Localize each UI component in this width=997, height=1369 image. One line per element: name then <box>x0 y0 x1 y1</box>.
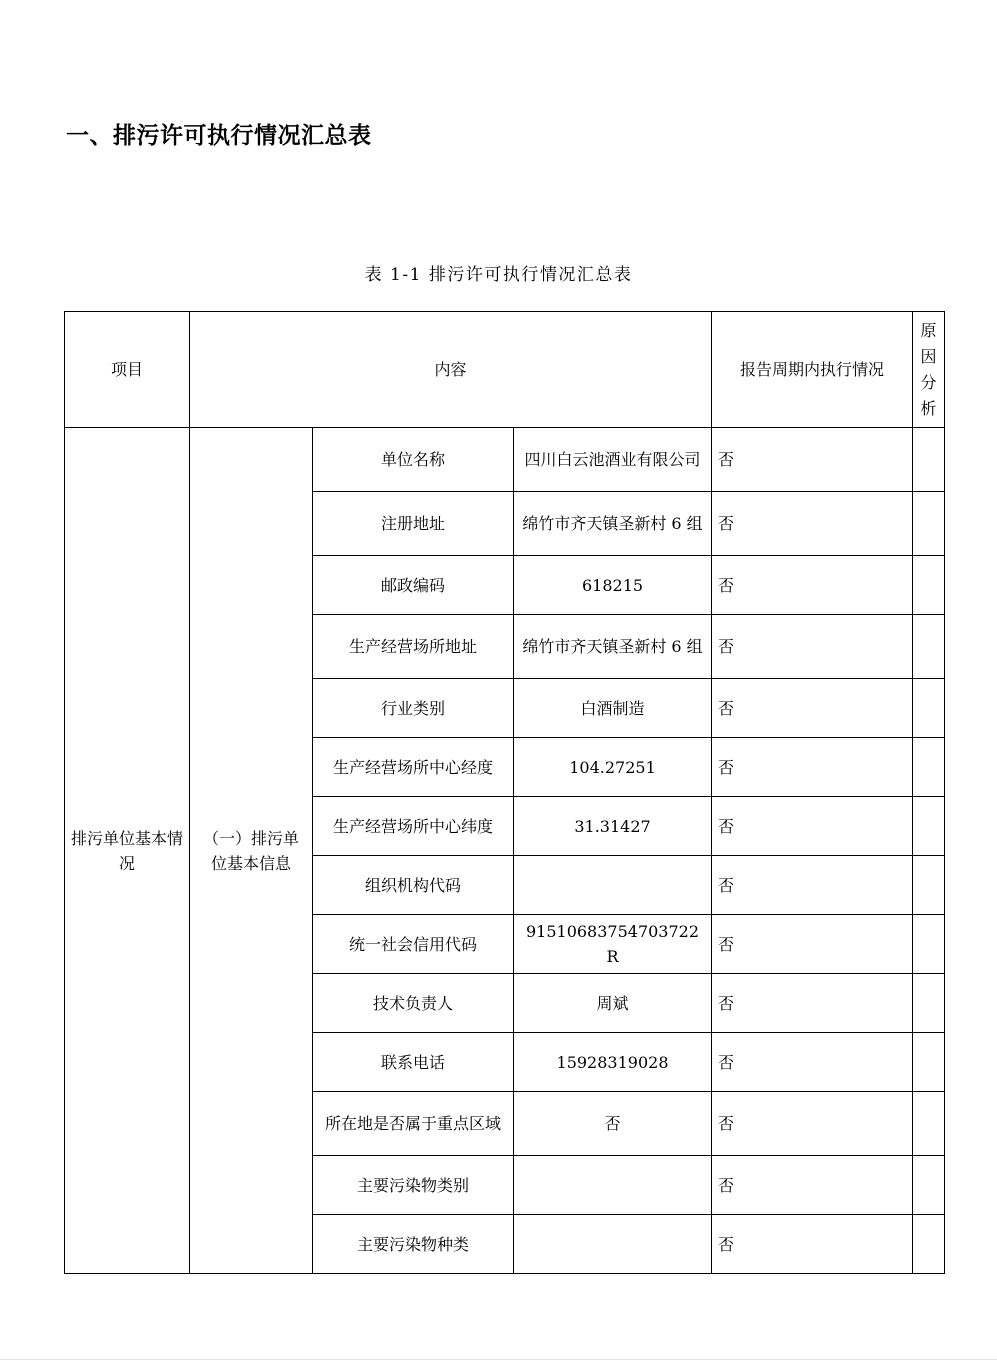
reason-analysis-cell <box>913 1156 945 1215</box>
field-name-cell: 联系电话 <box>313 1033 514 1092</box>
field-value-cell: 31.31427 <box>514 797 712 856</box>
execution-status-cell: 否 <box>712 738 913 797</box>
field-name-cell: 主要污染物种类 <box>313 1215 514 1274</box>
execution-status-cell: 否 <box>712 797 913 856</box>
table-body <box>65 312 945 1274</box>
field-name-cell: 统一社会信用代码 <box>313 915 514 974</box>
execution-status-cell: 否 <box>712 1156 913 1215</box>
field-name-cell: 组织机构代码 <box>313 856 514 915</box>
field-value-cell: 白酒制造 <box>514 679 712 738</box>
field-value-cell <box>514 856 712 915</box>
table-row <box>65 428 945 492</box>
reason-analysis-cell <box>913 1092 945 1156</box>
execution-status-cell: 否 <box>712 428 913 492</box>
field-value-cell: 否 <box>514 1092 712 1156</box>
execution-status-cell: 否 <box>712 915 913 974</box>
reason-analysis-cell <box>913 615 945 679</box>
field-value-cell: 15928319028 <box>514 1033 712 1092</box>
execution-status-cell: 否 <box>712 615 913 679</box>
table-header-row <box>65 312 945 428</box>
reason-analysis-cell <box>913 556 945 615</box>
field-name-cell: 生产经营场所中心经度 <box>313 738 514 797</box>
field-name-cell: 主要污染物类别 <box>313 1156 514 1215</box>
reason-analysis-cell <box>913 856 945 915</box>
permit-summary-table <box>64 311 945 1274</box>
execution-status-cell: 否 <box>712 1092 913 1156</box>
section-category-cell: 排污单位基本情况 <box>65 428 190 1274</box>
field-value-cell <box>514 1215 712 1274</box>
execution-status-cell: 否 <box>712 679 913 738</box>
execution-status-cell: 否 <box>712 856 913 915</box>
execution-status-cell: 否 <box>712 1033 913 1092</box>
header-item: 项目 <box>65 312 190 428</box>
section-subcategory-cell: （一）排污单位基本信息 <box>190 428 313 1274</box>
page-divider <box>0 1359 997 1360</box>
field-name-cell: 生产经营场所中心纬度 <box>313 797 514 856</box>
reason-analysis-cell <box>913 1033 945 1092</box>
field-value-cell: 四川白云池酒业有限公司 <box>514 428 712 492</box>
header-execution: 报告周期内执行情况 <box>712 312 913 428</box>
field-value-cell: 绵竹市齐天镇圣新村 6 组 <box>514 492 712 556</box>
reason-analysis-cell <box>913 1215 945 1274</box>
field-value-cell: 618215 <box>514 556 712 615</box>
reason-analysis-cell <box>913 738 945 797</box>
field-name-cell: 生产经营场所地址 <box>313 615 514 679</box>
field-name-cell: 行业类别 <box>313 679 514 738</box>
header-reason: 原因分析 <box>913 312 945 428</box>
reason-analysis-cell <box>913 797 945 856</box>
field-value-cell <box>514 1156 712 1215</box>
execution-status-cell: 否 <box>712 974 913 1033</box>
execution-status-cell: 否 <box>712 492 913 556</box>
field-name-cell: 注册地址 <box>313 492 514 556</box>
execution-status-cell: 否 <box>712 556 913 615</box>
section-heading: 一、排污许可执行情况汇总表 <box>66 123 372 149</box>
field-name-cell: 单位名称 <box>313 428 514 492</box>
field-value-cell: 91510683754703722R <box>514 915 712 974</box>
field-name-cell: 邮政编码 <box>313 556 514 615</box>
table-caption: 表 1-1 排污许可执行情况汇总表 <box>364 265 633 285</box>
reason-analysis-cell <box>913 974 945 1033</box>
execution-status-cell: 否 <box>712 1215 913 1274</box>
reason-analysis-cell <box>913 428 945 492</box>
reason-analysis-cell <box>913 492 945 556</box>
field-value-cell: 绵竹市齐天镇圣新村 6 组 <box>514 615 712 679</box>
reason-analysis-cell <box>913 915 945 974</box>
reason-analysis-cell <box>913 679 945 738</box>
field-value-cell: 104.27251 <box>514 738 712 797</box>
field-value-cell: 周斌 <box>514 974 712 1033</box>
header-content: 内容 <box>190 312 712 428</box>
field-name-cell: 技术负责人 <box>313 974 514 1033</box>
field-name-cell: 所在地是否属于重点区域 <box>313 1092 514 1156</box>
